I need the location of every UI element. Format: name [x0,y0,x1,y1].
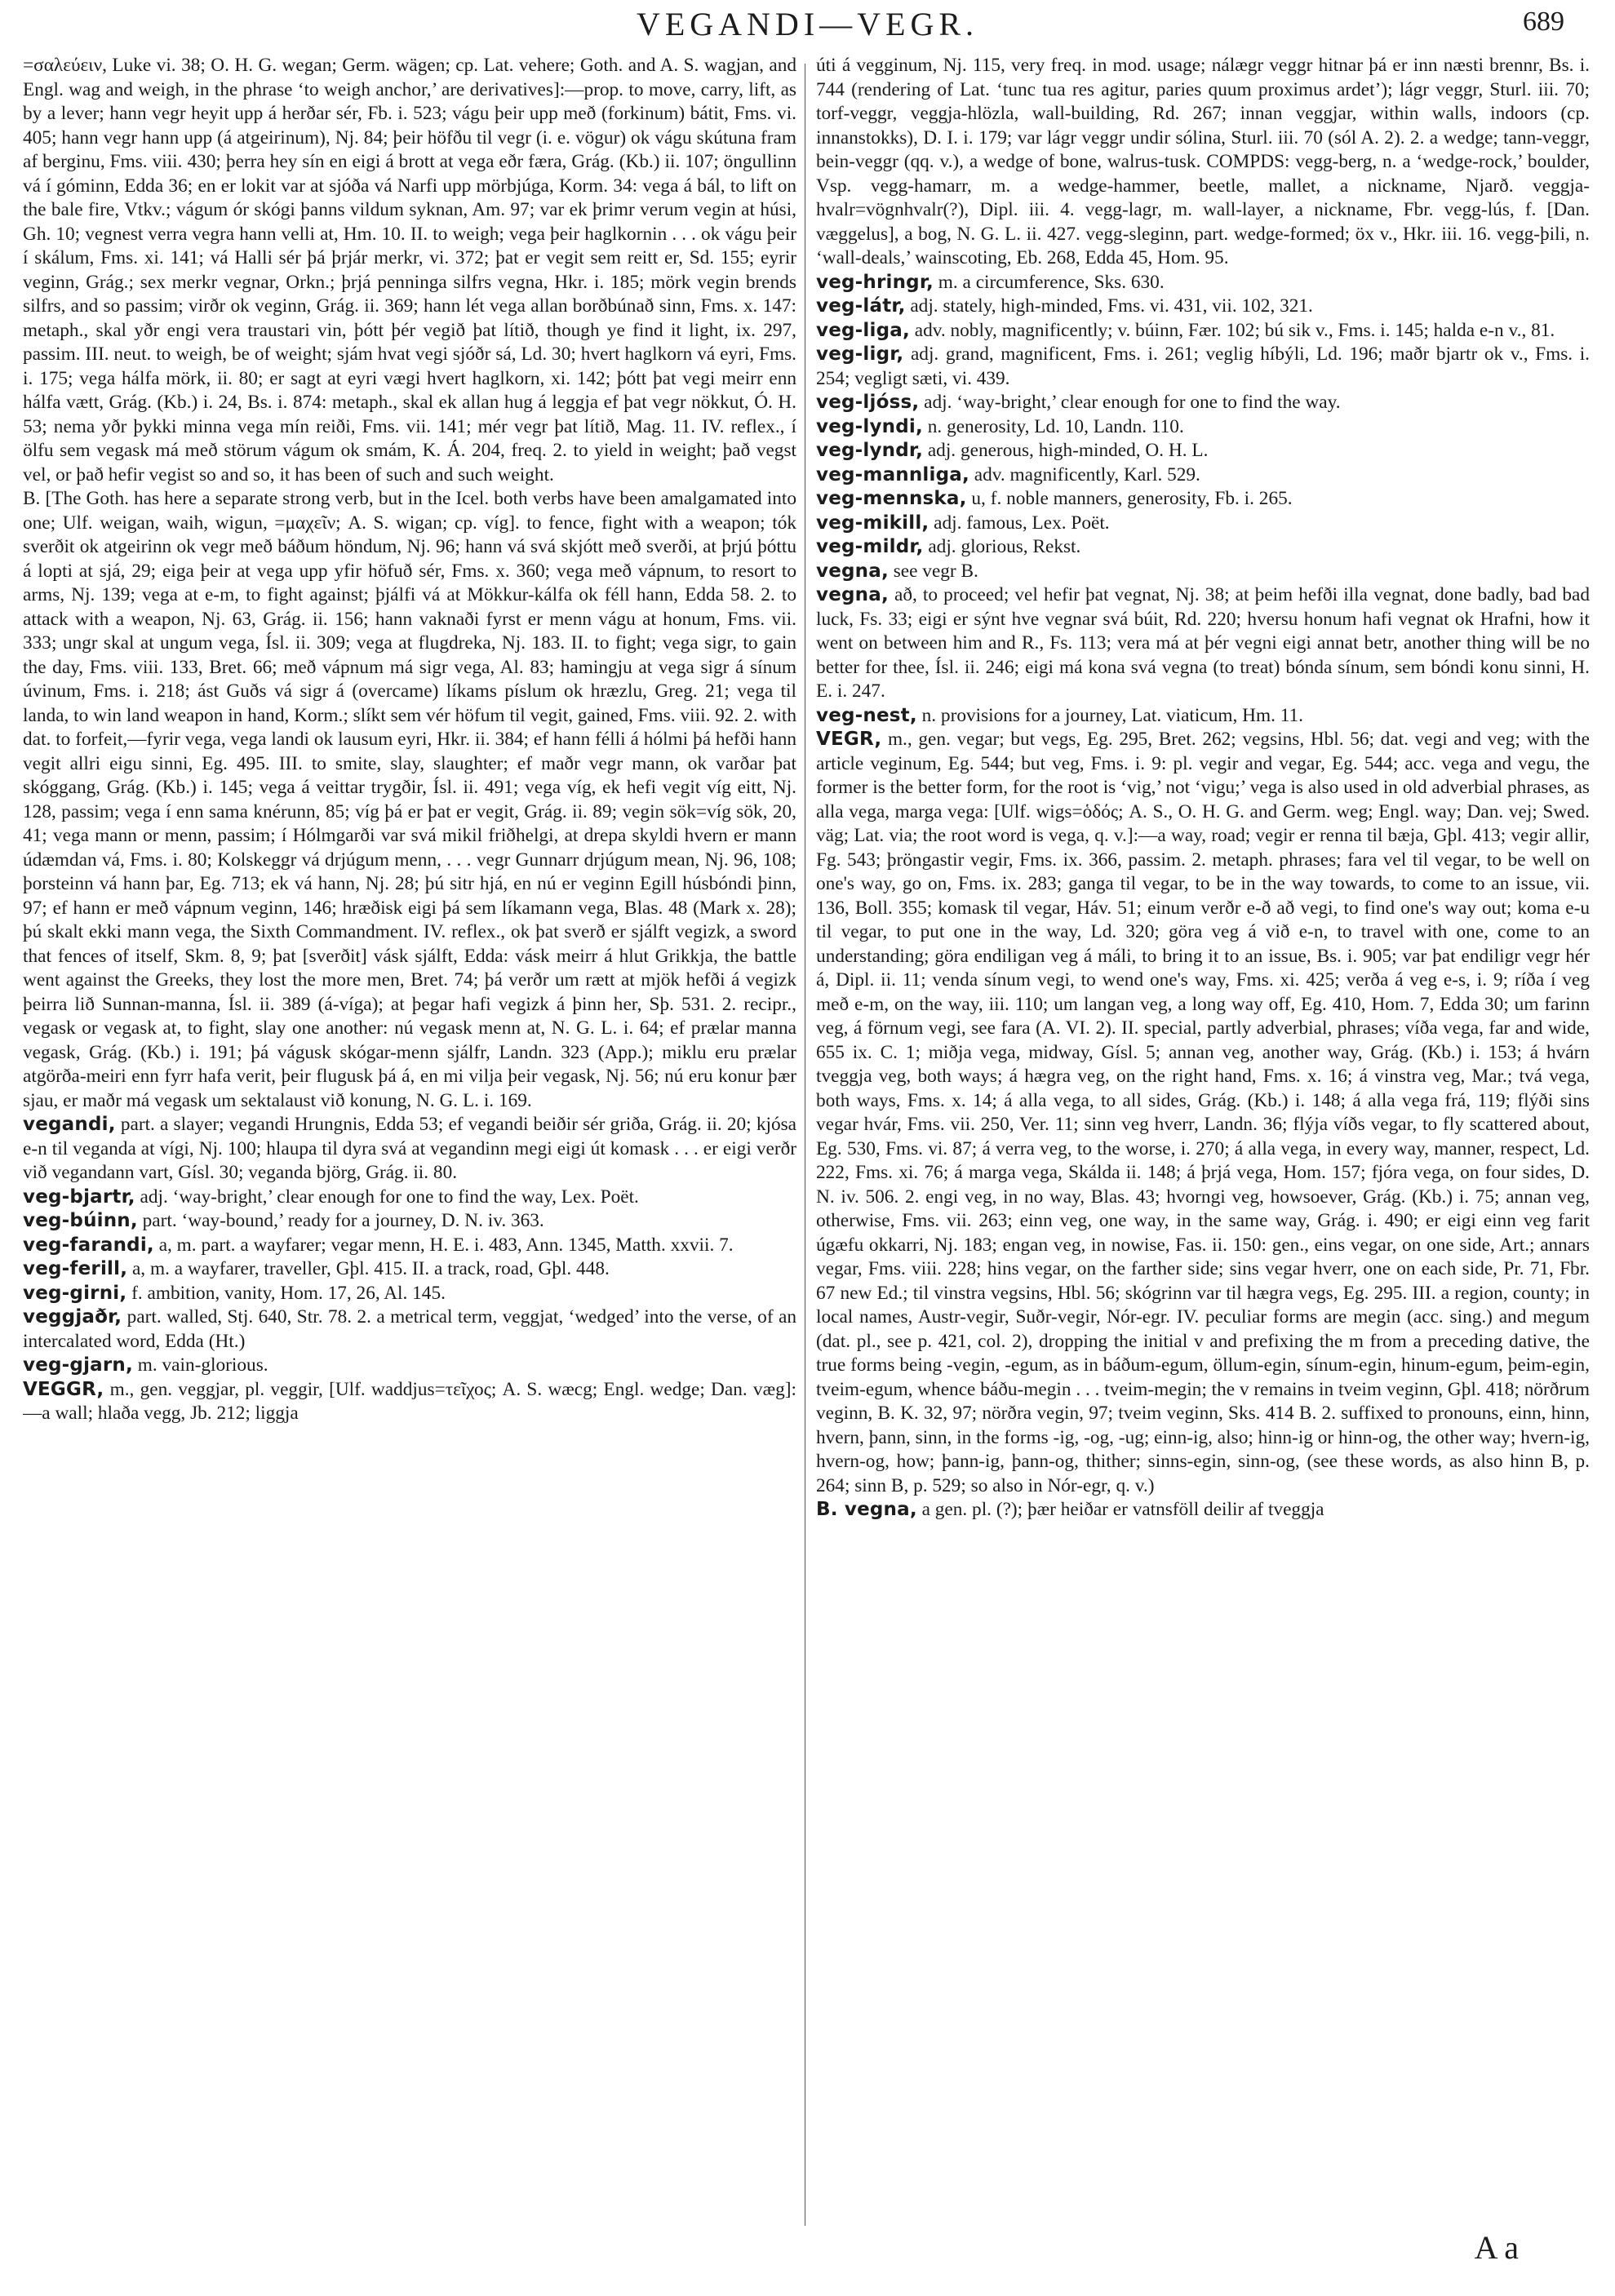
entry-headword: veg-farandi, [23,1234,154,1256]
dictionary-entry [23,1354,796,1378]
dictionary-entry [23,1305,796,1354]
dictionary-entry [816,439,1590,463]
dictionary-entry [816,1498,1590,1523]
entry-definition: adj. famous, Lex. Poët. [934,512,1110,534]
dictionary-entry [23,1209,796,1234]
entry-definition: adj. ‘way-bright,’ clear enough for one to find the way. [924,392,1341,413]
dictionary-entry [816,343,1590,391]
entry-definition: að, to proceed; vel hefir þat vegnat, Nj. 38; at þeim hefði illa vegnat, done badly, bad bad luck, Fs. 33; eigi er sýnt hve vegnar svá búit, Rd. 220; hversu honum hafi vegnat ok Hrafni, how it went on between him and R., Fs. 113; vera má at þér vegni eigi annat betr, another thing will be no better for thee, Ísl. ii. 246; eigi má kona svá vegna (to treat) bónda sínum, sem bóndi konu sinni, H. E. i. 247. [816,584,1590,702]
dictionary-entry [816,463,1590,488]
signature-mark: A a [1474,2229,1519,2266]
entry-headword: vegna, [816,584,889,605]
entry-headword: veg-látr, [816,295,906,317]
entry-definition: n. generosity, Ld. 10, Landn. 110. [927,415,1184,437]
entry-definition: u, f. noble manners, generosity, Fb. i. 265. [971,488,1293,509]
entry-headword: veg-bjartr, [23,1186,135,1208]
dictionary-entry [816,415,1590,440]
entry-headword: veg-lyndi, [816,415,923,437]
entry-headword: VEGGR, [23,1378,104,1400]
entry-definition: n. provisions for a journey, Lat. viaticum, Hm. 11. [921,704,1303,726]
dictionary-entry [816,728,1590,1498]
dictionary-entry [816,512,1590,536]
dictionary-entry [816,704,1590,729]
dictionary-entry [23,1113,796,1186]
entry-definition: a, m. a wayfarer, traveller, Gþl. 415. II. a track, road, Gþl. 448. [131,1258,610,1279]
entry-headword: B. vegna, [816,1499,917,1520]
dictionary-entry [816,583,1590,704]
entry-definition: adj. ‘way-bright,’ clear enough for one to find the way, Lex. Poët. [140,1186,639,1208]
entry-definition: adv. magnificently, Karl. 529. [974,463,1200,485]
entry-continuation-vega: =σαλεύειν, Luke vi. 38; O. H. G. wegan; Germ. wägen; cp. Lat. vehere; Goth. and A. S. wagjan, and Engl. wag and weigh, in the phrase ‘to weigh anchor,’ are derivatives]:—prop. to move, carry, lift, as by a lever; hann vegr heyit upp á herðar sér, Fb. i. 523; vágu þeir upp með (forkinum) bátit, Fms. vi. 405; hann vegr hann upp (á atgeirinum), Nj. 84; þeir höfðu til vegr (i. e. vögur) ok vágu skútuna fram af berginu, Fms. viii. 430; þerra hey sín en eigi á brott at vega eðr færa, Grág. (Kb.) ii. 107; öngullinn vá í góminn, Edda 36; en er lokit var at sjóða vá Narfi upp mörbjúga, Korm. 34: vega á bál, to lift on the bale fire, Vtkv.; vágum ór skógi þanns vildum syknan, Am. 97; var ek þrimr verum vegin at húsi, Gh. 10; vegnest verra vegra hann velli at, Hm. 10. II. to weigh; vega þeir haglkornin . . . ok vágu þeir í skálum, Fms. xi. 141; vá Halli sér þá þrjár merkr, vi. 372; þat er vegit sem reitt er, Sd. 155; eyrir veginn, Grág.; sex merkr vegnar, Orkn.; þrjá penninga silfrs vegna, Hkr. i. 185; mörk vegin brends silfrs, and so passim; virðr ok veginn, Grág. ii. 369; hann lét vega allan borðbúnað sinn, Fms. x. 147: metaph., skal yðr engi vera traustari vin, þótt þér vegið þat lítið, though ye find it light, ix. 297, passim. III. neut. to weigh, be of weight; sjám hvat vegi sjóðr sá, Ld. 30; hvert haglkorn vá eyri, Fms. i. 175; vega hálfa mörk, ii. 80; er sagt at eyri vægi hvert haglkorn, xi. 142; þótt þat vegi meirr enn hálfa vætt, Grág. (Kb.) i. 24, Bs. i. 874: metaph., skal ek allan hug á leggja ef þat vegr nökkut, Ó. H. 53; nema yðr þykki minna vega mín reiði, Fms. vii. 141; mér vegr þat lítið, Mag. 11. IV. reflex., í ölfu sem vegask má með störum vágum ok smám, K. Á. 204, freq. 2. to yield in weight; það vegst vel, or það hefir vegist so and so, it has been of such and such weight. [23,55,796,485]
dictionary-entry [816,319,1590,344]
entry-headword: veg-ferill, [23,1258,128,1279]
entry-section-vega-b: B. [The Goth. has here a separate strong verb, but in the Icel. both verbs have been amalgamated into one; Ulf. weigan, waih, wigun, =μαχεῖν; A. S. wigan; cp. víg]. to fence, fight with a weapon; tók sverðit ok atgeirinn ok vegr með báðum höndum, Nj. 96; hann vá svá skjótt með sverði, at þrjú þóttu á lopti at sjá, 29; eiga þeir at vega upp yfir höfuð sér, Fms. x. 360; vega með vápnum, to resort to arms, Nj. 139; vega at e-m, to fight against; þjálfi vá at Mökkur-kálfa ok féll hann, Edda 58. 2. to attack with a weapon, Nj. 63, Grág. ii. 156; hann vaknaði fyrst er menn vágu at honum, Fms. vii. 333; ungr skal at ungum vega, Ísl. ii. 309; vega at flugdreka, Nj. 183. II. to fight; vega sigr, to gain the day, Fms. viii. 133, Bret. 66; með vápnum má sigr vega, Al. 83; hamingju at vega sigr á sínum úvinum, Fms. i. 218; ást Guðs vá sigr á (overcame) líkams píslum ok hræzlu, Greg. 21; vega til landa, to win land weapon in hand, Korm.; slíkt sem vér höfum til vegit, gained, Fms. viii. 92. 2. with dat. to forfeit,—fyrir vega, vega landi ok lausum eyri, Hkr. ii. 384; ef hann félli á hólmi þá hefði hann vegit allri eigu sinni, Eg. 495. III. to smite, slay, slaughter; ef maðr vegr mann, ok varðar þat skóggang, Grág. (Kb.) i. 145; vega á veittar trygðir, Ísl. ii. 491; vega víg, ek hefi vegit víg eitt, Nj. 128, passim; vega í enn sama knérunn, 85; víg þá er þat er vegit, Grág. ii. 89; vegin sök=víg sök, 20, 41; vega mann or menn, passim; í Hólmgarði var svá mikil friðhelgi, at drepa skyldi hvern er mann údæmdan vá, Fms. i. 80; Kolskeggr vá drjúgum menn, . . . vegr Gunnarr drjúgum mean, Nj. 96, 108; þorsteinn vá hann þar, Eg. 713; ek vá hann, Nj. 28; þú sitr hjá, en nú er veginn Egill húsbóndi þinn, 97; ef hann er með vápnum veginn, 146; hræðisk eigi þá sem líkamann vega, Blas. 48 (Mark x. 28); þú skalt ekki mann vega, the Sixth Commandment. IV. reflex., ok þat sverð er sjálft vegizk, a sword that fences of itself, Skm. 8, 9; þat [sverðit] vásk sjálft, Edda: vásk meirr á hlut Grikkja, the battle went against the Greeks, they lost the more men, Bret. 74; þá verðr um rætt at mjök hefði á vegizk þeirra lið Sunnan-manna, Ísl. ii. 389 (á-víga); at þegar hafi vegizk á þinn her, Sþ. 531. 2. recipr., vegask or vegask at, to fight, slay one another: nú vegask menn at, N. G. L. i. 64; ef prælar manna vegask, Grág. (Kb.) i. 191; þá vágusk skógar-menn sjálfr, Landn. 323 (App.); miklu eru prælar atgörða-meiri enn fyrr hafa verit, þeir flugusk þá á, en mi vilja þeir vegask, Nj. 56; nú eru konur þær sjau, er maðr má vegask um sektalaust við konung, N. G. L. i. 169. [23,488,796,1111]
entry-headword: veg-mennska, [816,488,967,509]
left-column [23,54,796,2224]
entry-headword: veg-ligr, [816,344,904,365]
entry-headword: vegandi, [23,1114,116,1135]
entry-headword: VEGR, [816,729,882,750]
entry-headword: veggjaðr, [23,1306,122,1328]
page-number: 689 [1523,7,1564,37]
entry-definition: part. a slayer; vegandi Hrungnis, Edda 53; ef vegandi beiðir sér griða, Grág. ii. 20; kjósa e-n til veganda at vígi, Nj. 100; hlaupa til dyra svá at vegandinn megi eigi út komask . . . er eigi verðr við vegandann vart, Gísl. 30; veganda björg, Grág. ii. 80. [23,1114,796,1183]
entry-definition: m. vain-glorious. [137,1354,268,1376]
entry-headword: veg-gjarn, [23,1354,133,1376]
dictionary-entry [816,391,1590,415]
entry-definition: m., gen. vegar; but vegs, Eg. 295, Bret. 262; vegsins, Hbl. 56; dat. vegi and veg; with the article veginum, Eg. 544; but veg, Fms. i. 9: pl. vegir and vegar, Eg. 544; acc. vega and vegu, the former is the better form, for the root is ‘vig,’ not ‘vigu;’ vega is also used in old adverbial phrases, as alla vega, marga vega: [Ulf. wigs=ὁδός; A. S., O. H. G. and Germ. weg; Engl. way; Dan. vej; Swed. väg; Lat. via; the root word is vega, q. v.]:—a way, road; vegir er renna til bæja, Gþl. 413; vegir allir, Fg. 543; þröngastir vegir, Fms. ix. 366, passim. 2. metaph. phrases; fara vel til vegar, to be well on one's way, go on, Fms. ix. 283; ganga til vegar, to be in the way towards, to come to an issue, vii. 136, Boll. 355; komask til vegar, Háv. 51; einum verðr e-ð að vegi, to find one's way out; koma e-u til vegar, to put one in the way, Ld. 320; göra veg á við e-n, to travel with one, come to an understanding; göra endiligan veg á máli, to bring it to an issue, Bs. i. 905; var þat endiligr vegr hér á, Dipl. ii. 11; venda sínum vegi, to wend one's way, Fms. xi. 425; verða á veg e-s, i. 9; ríða í veg með e-m, on the way, iii. 110; um langan veg, a long way off, Eg. 410, Hom. 7, Edda 30; um farinn veg, á förnum vegi, see fara (A. VI. 2). II. special, partly adverbial, phrases; víða vega, far and wide, 655 ix. C. 1; miðja vega, midway, Gísl. 5; annan veg, another way, Grág. (Kb.) i. 153; á hvárn tveggja veg, both ways; á hægra veg, on the right hand, Fms. x. 16; á vinstra veg, Mar.; tvá vega, both ways, Fms. x. 14; á alla vega, to all sides, Grág. (Kb.) i. 148; á alla vega frá, 119; flýði sins vegar hvár, Fms. vii. 250, Ver. 11; sinn veg hverr, Landn. 36; flýja víðs vegar, to fly scattered about, Eg. 530, Fms. vi. 87; á verra veg, to the worse, i. 270; á alla vega, in every way, manner, respect, Ld. 222, Fms. xi. 76; á marga vega, Skálda ii. 148; á þrjá vega, Hom. 157; fjóra vega, on four sides, D. N. iv. 506. 2. engi veg, in no way, Blas. 43; hvorngi veg, howsoever, Grág. (Kb.) i. 75; annan veg, otherwise, Fms. vii. 263; einn veg, one way, in the same way, Grág. i. 490; er eigi einn veg farit úgæfu okkarri, Nj. 183; engan veg, in nowise, Fas. ii. 150: gen., eins vegar, on one side, Art.; annars vegar, Fms. viii. 228; hins vegar, on the farther side; sins vegar hverr, one on each side, Pr. 71, Fbr. 67 new Ed.; til vinstra vegsins, Hbl. 56; skógrinn var til hægra vegs, Eg. 295. III. a region, county; in local names, Austr-vegir, Suðr-vegir, Nór-egr. IV. peculiar forms are megin (acc. sing.) and megum (dat. pl., see p. 421, col. 2), dropping the initial v and prefixing the m from a preceding dative, the true forms being -vegin, -egum, as in báðum-egum, öllum-egin, sínum-egin, hinum-egum, þeim-egin, tveim-egum, whence báðu-megin . . . tveim-megin; the v remains in tveim veginn, Gþl. 418; nörðrum veginn, B. K. 32, 97; nörðra vegin, 97; tveim veginn, Sks. 414 B. 2. suffixed to pronouns, einn, hinn, hvern, þann, sinn, in the forms -ig, -og, -ug; einn-ig, also; hinn-ig or hinn-og, the other way; hvern-ig, hvern-og, how; þann-ig, þann-og, thither; sinns-egin, sinn-og, (see these words, as also hinn B, p. 264; sinn B, p. 529; so also in Nór-egr, q. v.) [816,729,1590,1496]
entry-headword: veg-liga, [816,319,910,341]
entry-definition: a, m. part. a wayfarer; vegar menn, H. E. i. 483, Ann. 1345, Matth. xxvii. 7. [158,1234,734,1256]
entry-headword: veg-mannliga, [816,463,969,485]
page-header [33,5,1582,51]
running-title: VEGANDI—VEGR. [636,6,979,42]
dictionary-entry [816,271,1590,295]
entry-definition: adv. nobly, magnificently; v. búinn, Fær. 102; bú sik v., Fms. i. 145; halda e-n v., 81. [914,319,1555,341]
entry-definition: a gen. pl. (?); þær heiðar er vatnsföll deilir af tveggja [921,1499,1324,1520]
dictionary-entry [816,560,1590,584]
dictionary-entry [23,1282,796,1306]
entry-definition: m., gen. veggjar, pl. veggir, [Ulf. waddjus=τεῖχος; A. S. wæcg; Engl. wedge; Dan. væg]:—a wall; hlaða vegg, Jb. 212; liggja [23,1378,796,1424]
entry-definition: f. ambition, vanity, Hom. 17, 26, Al. 145. [131,1282,446,1304]
right-entry-list [816,271,1590,1523]
entry-headword: veg-mikill, [816,512,930,534]
entry-headword: veg-ljóss, [816,392,920,413]
dictionary-entry [23,1257,796,1282]
dictionary-entry [816,295,1590,319]
entry-headword: veg-girni, [23,1282,127,1304]
right-column [816,54,1590,2224]
dictionary-entry [816,487,1590,512]
entry-definition: adj. glorious, Rekst. [928,536,1081,557]
entry-headword: vegna, [816,560,889,582]
entry-definition: part. walled, Stj. 640, Str. 78. 2. a metrical term, veggjat, ‘wedged’ into the verse, of an intercalated word, Edda (Ht.) [23,1306,796,1352]
dictionary-entry [816,535,1590,560]
dictionary-entry [23,1234,796,1258]
left-entry-list [23,1113,796,1426]
entry-headword: veg-lyndr, [816,440,924,461]
dictionary-entry [23,1186,796,1210]
entry-headword: veg-búinn, [23,1210,138,1231]
entry-definition: adj. grand, magnificent, Fms. i. 261; veglig híbýli, Ld. 196; maðr bjartr ok v., Fms. i. 254; vegligt sæti, vi. 439. [816,344,1590,389]
entry-continuation-veggr: úti á vegginum, Nj. 115, very freq. in mod. usage; nálægr veggr hitnar þá er inn næsti brennr, Bs. i. 744 (rendering of Lat. ‘tunc tua res agitur, paries quum proximus ardet’); lágr veggr, Sturl. iii. 70; torf-veggr, veggja-hlözla, wall-building, Rd. 267; innan veggjar, within walls, indoors (cp. innanstokks), D. I. i. 179; var lágr veggr undir sólina, Sturl. iii. 70 (sól A. 2). 2. a wedge; tann-veggr, bein-veggr (qq. v.), a wedge of bone, walrus-tusk. COMPDS: vegg-berg, n. a ‘wedge-rock,’ boulder, Vsp. vegg-hamarr, m. a wedge-hammer, beetle, mallet, a nickname, Njarð. veggja-hvalr=vögnhvalr(?), Dipl. iii. 4. vegg-lagr, m. wall-layer, a nickname, Fbr. vegg-lús, f. [Dan. væggelus], a bog, N. G. L. ii. 427. vegg-sleginn, part. wedge-formed; öx v., Hkr. iii. 16. vegg-þili, n. ‘wall-deals,’ wainscoting, Eb. 268, Edda 45, Hom. 95. [816,55,1590,268]
entry-definition: part. ‘way-bound,’ ready for a journey, D. N. iv. 363. [142,1210,544,1231]
entry-definition: adj. generous, high-minded, O. H. L. [927,440,1209,461]
dictionary-entry [23,1378,796,1426]
entry-headword: veg-mildr, [816,536,924,557]
entry-definition: see vegr B. [893,560,978,582]
entry-headword: veg-hringr, [816,271,934,293]
entry-definition: m. a circumference, Sks. 630. [938,271,1165,293]
entry-headword: veg-nest, [816,704,917,726]
entry-definition: adj. stately, high-minded, Fms. vi. 431, vii. 102, 321. [910,295,1313,317]
